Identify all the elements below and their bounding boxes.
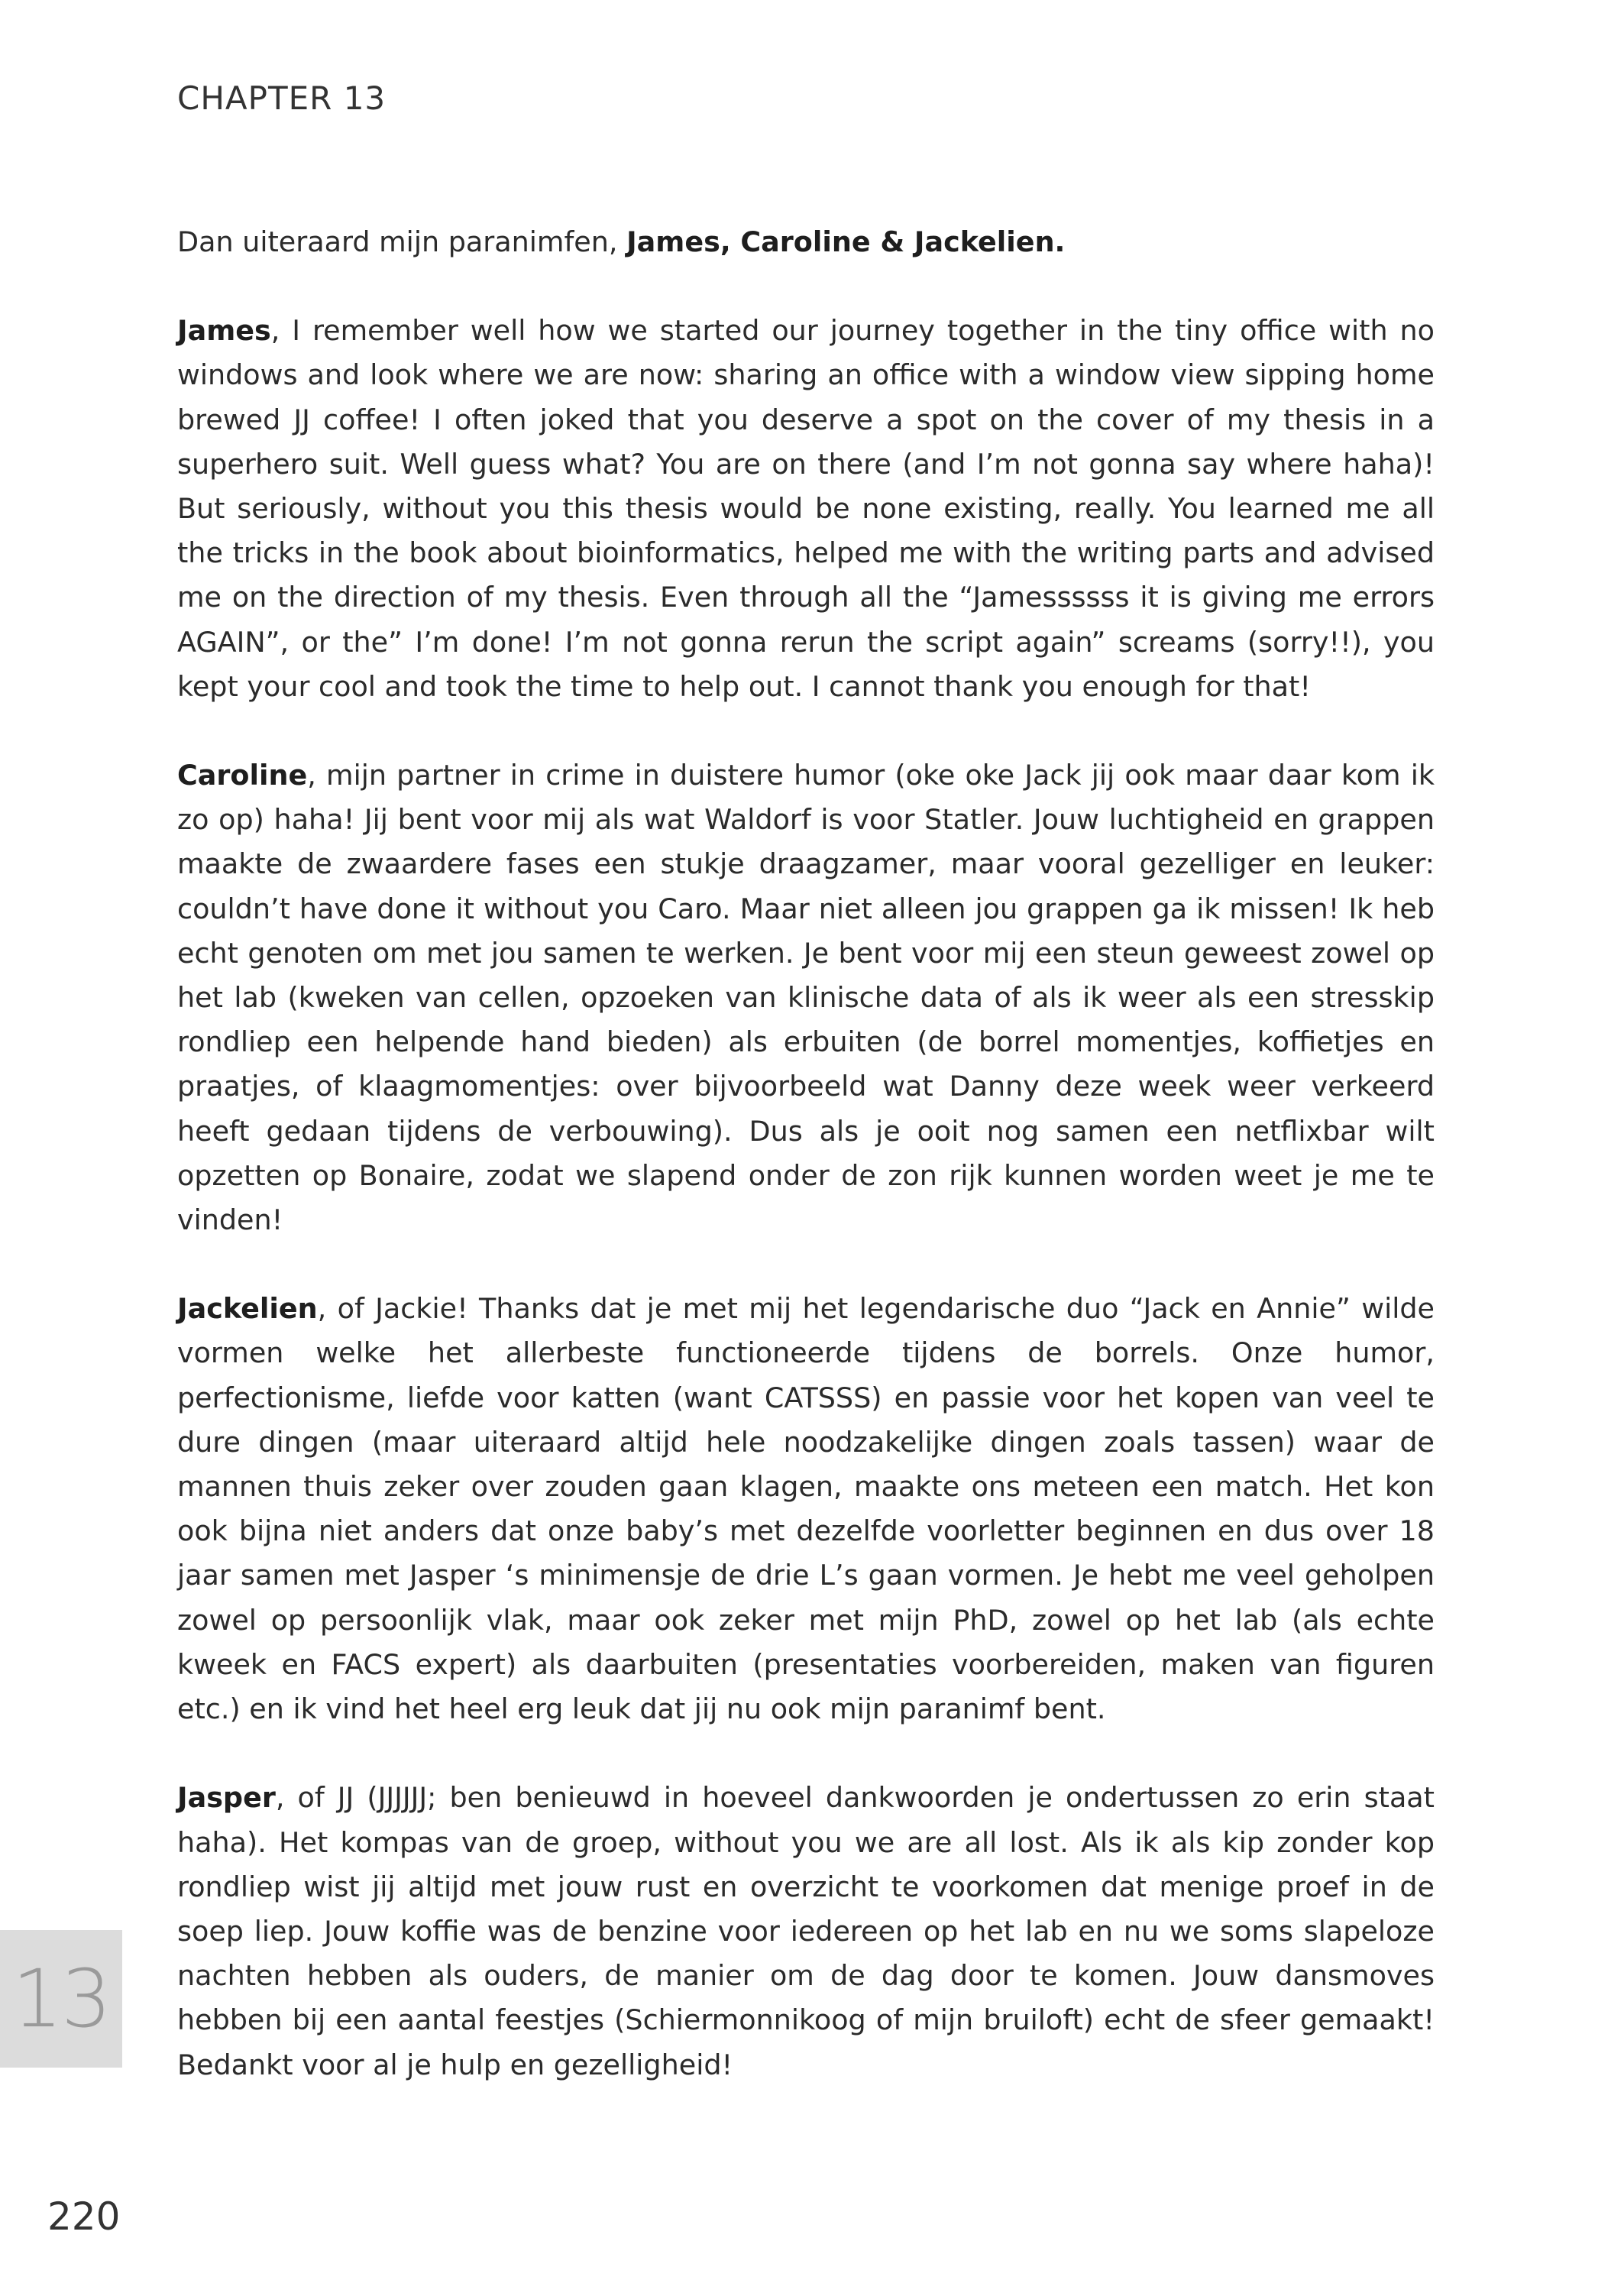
- intro-bold-names: James, Caroline & Jackelien.: [626, 225, 1066, 258]
- paragraph-caroline: [177, 753, 1435, 1242]
- paragraph-name: James: [177, 314, 271, 348]
- paragraph-jasper: [177, 1776, 1435, 2087]
- chapter-tab-number: 13: [11, 1952, 111, 2045]
- paragraph-text: , of JJ (JJJJJJ; ben benieuwd in hoeveel dankwoorden je ondertussen zo erin staat haha). Het kompas van de groep, without you we are all lost. Als ik als kip zonder kop rondliep wist jij altijd met jouw rust en overzicht te voorkomen dat menige proef in de soep liep. Jouw koffie was de benzine voor iedereen op het lab en nu we soms slapeloze nachten hebben als ouders, de manier om de dag door te komen. Jouw dansmoves hebben bij een aantal feestjes (Schiermonnikoog of mijn bruiloft) echt de sfeer gemaakt! Bedankt voor al je hulp en gezelligheid!: [177, 1781, 1435, 2081]
- paragraph-text: , of Jackie! Thanks dat je met mij het legendarische duo “Jack en Annie” wilde vormen welke het allerbeste functioneerde tijdens de borrels. Onze humor, perfectionisme, liefde voor katten (want CATSSS) en passie voor het kopen van veel te dure dingen (maar uiteraard altijd hele noodzakelijke dingen zoals tassen) waar de mannen thuis zeker over zouden gaan klagen, maakte ons meteen een match. Het kon ook bijna niet anders dat onze baby’s met dezelfde voorletter beginnen en dus over 18 jaar samen met Jasper ‘s minimensje de drie L’s gaan vormen. Je hebt me veel geholpen zowel op persoonlijk vlak, maar ook zeker met mijn PhD, zowel op het lab (als echte kweek en FACS expert) als daarbuiten (presentaties voorbereiden, maken van figuren etc.) en ik vind het heel erg leuk dat jij nu ook mijn paranimf bent.: [177, 1292, 1435, 1726]
- paragraph-text: , I remember well how we started our journey together in the tiny office with no windows and look where we are now: sharing an office with a window view sipping home brewed JJ coffee! I often joked that you deserve a spot on the cover of my thesis in a superhero suit. Well guess what? You are on there (and I’m not gonna say where haha)! But seriously, without you this thesis would be none existing, really. You learned me all the tricks in the book about bioinformatics, helped me with the writing parts and advised me on the direction of my thesis. Even through all the “Jamessssss it is giving me errors AGAIN”, or the” I’m done! I’m not gonna rerun the script again” screams (sorry!!), you kept your cool and took the time to help out. I cannot thank you enough for that!: [177, 314, 1435, 703]
- intro-paragraph: [177, 220, 1435, 264]
- paragraph-james: [177, 309, 1435, 709]
- page-number: 220: [47, 2194, 121, 2239]
- chapter-tab: [0, 1930, 122, 2068]
- paragraph-name: Jasper: [177, 1781, 276, 1815]
- paragraph-name: Caroline: [177, 759, 308, 792]
- intro-text: Dan uiteraard mijn paranimfen,: [177, 225, 627, 258]
- chapter-header: CHAPTER 13: [177, 79, 387, 117]
- paragraph-jackelien: [177, 1287, 1435, 1731]
- paragraph-text: , mijn partner in crime in duistere humor (oke oke Jack jij ook maar daar kom ik zo op) haha! Jij bent voor mij als wat Waldorf is voor Statler. Jouw luchtigheid en grappen maakte de zwaardere fases een stukje draagzamer, maar vooral gezelliger en leuker: couldn’t have done it without you Caro. Maar niet alleen jou grappen ga ik missen! Ik heb echt genoten om met jou samen te werken. Je bent voor mij een steun geweest zowel op het lab (kweken van cellen, opzoeken van klinische data of als ik weer als een stresskip rondliep een helpende hand bieden) als erbuiten (de borrel momentjes, koffietjes en praatjes, of klaagmomentjes: over bijvoorbeeld wat Danny deze week weer verkeerd heeft gedaan tijdens de verbouwing). Dus als je ooit nog samen een netflixbar wilt opzetten op Bonaire, zodat we slapend onder de zon rijk kunnen worden weet je me te vinden!: [177, 759, 1435, 1237]
- page-body: [177, 220, 1435, 2132]
- paragraph-name: Jackelien: [177, 1292, 318, 1326]
